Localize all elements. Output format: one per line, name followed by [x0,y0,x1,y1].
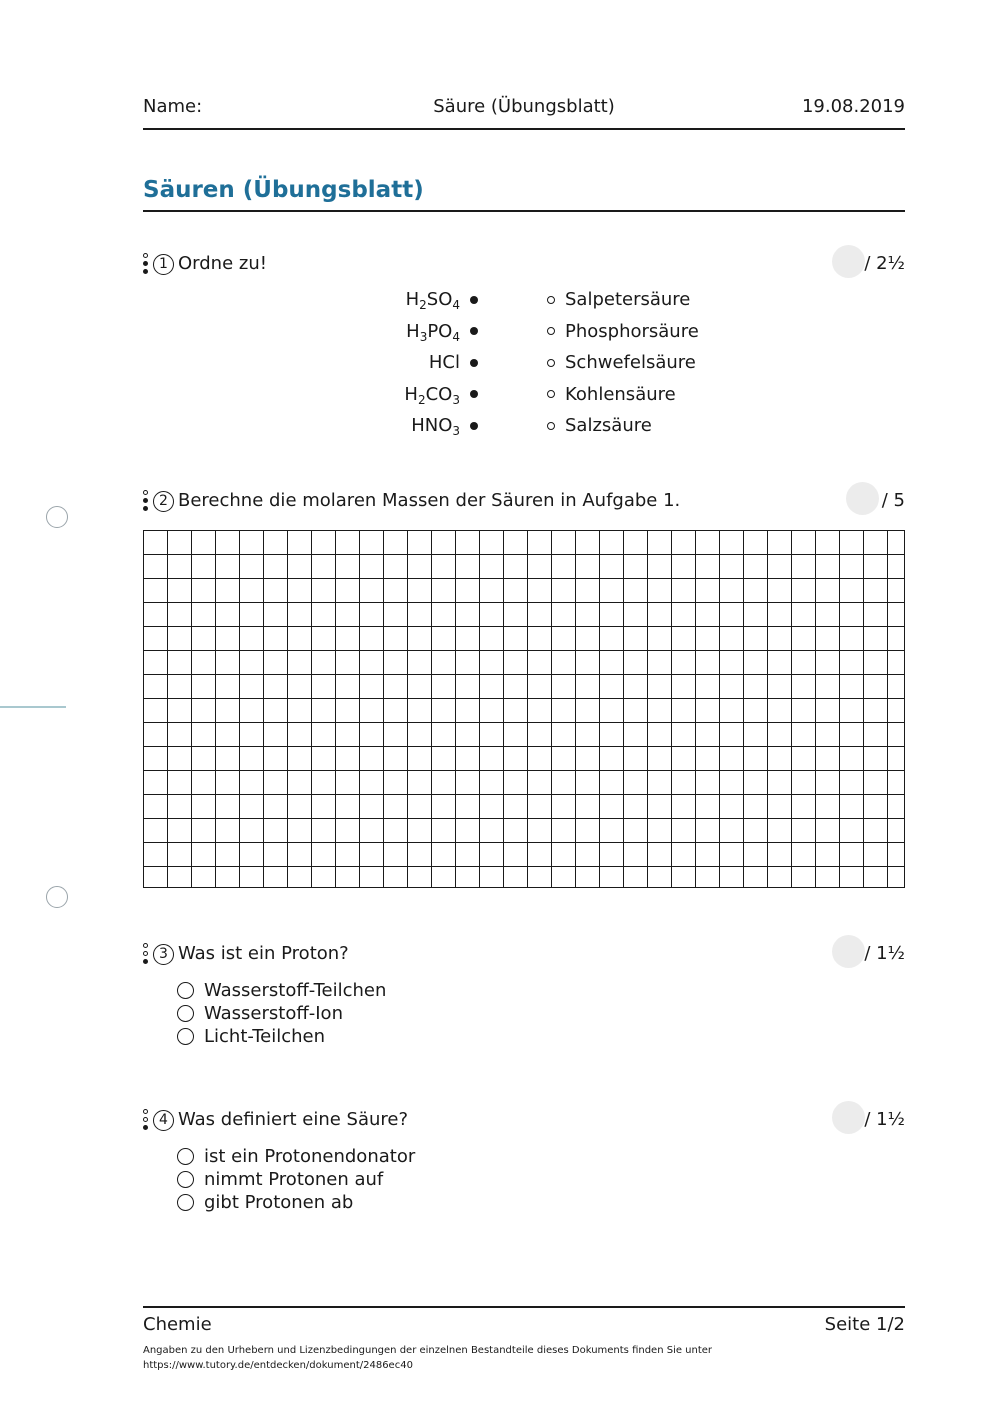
difficulty-icon [143,253,151,277]
license-link[interactable]: https://www.tutory.de/entdecken/dokument/2486ec40 [143,1360,413,1371]
task-3-header [143,941,905,971]
page-number: Seite 1/2 [824,1314,905,1335]
task-number: 2 [153,491,174,512]
task-number: 3 [153,944,174,965]
match-dot-left[interactable] [470,327,478,335]
task-score: / 2½ [864,253,905,274]
option-label: Licht-Teilchen [204,1026,326,1047]
radio-button[interactable] [177,1028,194,1045]
radio-button[interactable] [177,1148,194,1165]
task-text: Was definiert eine Säure? [178,1109,409,1130]
task-text: Ordne zu! [178,253,267,274]
acid-name: Salzsäure [565,415,652,436]
option-label: ist ein Protonendonator [204,1146,416,1167]
task-score: / 5 [881,490,905,511]
acid-name: Salpetersäure [565,289,691,310]
sheet-title: Säure (Übungsblatt) [433,96,615,117]
task-score: / 1½ [864,1109,905,1130]
difficulty-icon [143,490,151,514]
difficulty-icon [143,1109,151,1133]
task-number: 1 [153,254,174,275]
points-bubble[interactable] [832,1101,865,1134]
task-4-header [143,1107,905,1137]
radio-button[interactable] [177,1171,194,1188]
match-dot-left[interactable] [470,359,478,367]
match-dot-left[interactable] [470,422,478,430]
radio-button[interactable] [177,982,194,999]
task-number: 4 [153,1110,174,1131]
match-dot-right[interactable] [547,359,555,367]
option-label: Wasserstoff-Ion [204,1003,343,1024]
answer-grid[interactable] [143,530,905,888]
punch-hole-bottom [46,886,68,908]
acid-name: Schwefelsäure [565,352,696,373]
formula-hno3: $HNO_3$ [411,415,460,438]
subject-label: Chemie [143,1314,212,1335]
punch-hole-top [46,506,68,528]
name-label: Name: [143,96,203,117]
formula-h3po4: $H_3PO_4$ [406,321,460,344]
acid-name: Kohlensäure [565,384,676,405]
match-dot-right[interactable] [547,296,555,304]
option-label: nimmt Protonen auf [204,1169,384,1190]
formula-hcl: HCl [428,352,460,373]
page-title: Säuren (Übungsblatt) [143,177,424,203]
match-dot-right[interactable] [547,422,555,430]
header-rule [143,128,905,130]
formula-h2so4: $H_2SO_4$ [405,289,460,312]
match-dot-right[interactable] [547,327,555,335]
match-dot-left[interactable] [470,390,478,398]
title-rule [143,210,905,212]
difficulty-icon [143,943,151,967]
acid-name: Phosphorsäure [565,321,699,342]
task-1-header [143,251,905,281]
points-bubble[interactable] [846,482,879,515]
radio-button[interactable] [177,1005,194,1022]
radio-button[interactable] [177,1194,194,1211]
points-bubble[interactable] [832,935,865,968]
date: 19.08.2019 [801,96,905,117]
task-score: / 1½ [864,943,905,964]
points-bubble[interactable] [832,245,865,278]
fold-mark [0,706,66,708]
task-2-header [143,488,905,518]
match-dot-right[interactable] [547,390,555,398]
license-text: Angaben zu den Urhebern und Lizenzbedingungen der einzelnen Bestandteile dieses Dokuments finden Sie unter [143,1345,713,1356]
option-label: gibt Protonen ab [204,1192,354,1213]
task-text: Was ist ein Proton? [178,943,349,964]
option-label: Wasserstoff-Teilchen [204,980,387,1001]
footer-rule [143,1306,905,1308]
formula-h2co3: $H_2CO_3$ [404,384,460,407]
task-text: Berechne die molaren Massen der Säuren in Aufgabe 1. [178,490,681,511]
match-dot-left[interactable] [470,296,478,304]
